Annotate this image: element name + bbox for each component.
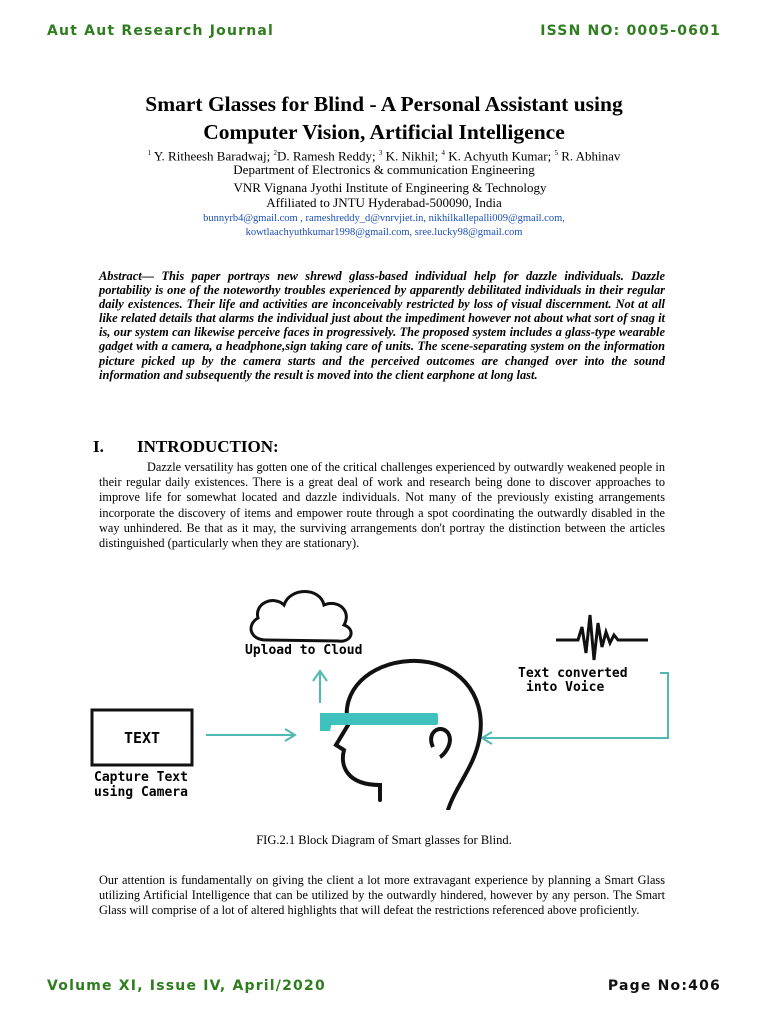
closing-paragraph: Our attention is fundamentally on giving the client a lot more extravagant experience by planning a Smart Glass utilizing Artificial Intelligence that can be utilized by the outwardly hindered, however by any person. The Smart Glass will comprise of a lot of altered highlights that will defeat the restrictions referenced above proficiently. bbox=[99, 873, 665, 918]
section-heading bbox=[93, 437, 279, 457]
author-4-sup: 4 bbox=[441, 149, 446, 157]
figure-caption: FIG.2.1 Block Diagram of Smart glasses for Blind. bbox=[256, 833, 512, 847]
intro-paragraph: Dazzle versatility has gotten one of the critical challenges experienced by outwardly weakened people in their regular daily existences. There is a great deal of work and research being done to discover approaches to improve life for somewhat located and dazzle individuals. Not many of the previously existing arrangements incorporate the discovery of items and empower route through a spot coordinating the outwardly disabled in the way unhindered. Be that as it may, the surviving arrangements don't portray the distinction between the articles distinguished (particularly when they are stationary). bbox=[99, 460, 665, 551]
title-line-1: Smart Glasses for Blind - A Personal Assistant using bbox=[145, 92, 623, 116]
author-4: K. Achyuth Kumar; bbox=[448, 148, 552, 164]
text-box-label: TEXT bbox=[123, 729, 161, 747]
upload-arrow bbox=[313, 671, 327, 703]
title-line-2: Computer Vision, Artificial Intelligence bbox=[203, 120, 565, 144]
author-1-sup: 1 bbox=[147, 149, 152, 157]
capture-label-line-2: using Camera bbox=[94, 785, 188, 800]
voice-label-line-1: Text converted bbox=[518, 666, 628, 681]
waveform-icon bbox=[556, 615, 648, 660]
author-2-sup: 2 bbox=[273, 149, 277, 157]
voice-label-line-2: into Voice bbox=[526, 680, 605, 695]
author-5-sup: 5 bbox=[554, 149, 558, 157]
smart-glasses-icon bbox=[320, 713, 438, 725]
block-diagram-figure bbox=[88, 585, 678, 810]
author-5: R. Abhinav bbox=[561, 148, 621, 164]
capture-label-line-1: Capture Text bbox=[94, 770, 188, 785]
cloud-label: Upload to Cloud bbox=[245, 643, 363, 658]
section-title: INTRODUCTION: bbox=[137, 437, 279, 456]
author-1: Y. Ritheesh Baradwaj; bbox=[153, 148, 271, 164]
email-line-2: kowtlaachyuthkumar1998@gmail.com, sree.lucky98@gmail.com bbox=[245, 227, 523, 238]
issn-number: ISSN NO: 0005-0601 bbox=[540, 23, 721, 39]
block-diagram bbox=[88, 585, 678, 810]
email-line-1: bunnyrb4@gmail.com , rameshreddy_d@vnrvjiet.in, nikhilkallepalli009@gmail.com, bbox=[203, 213, 565, 224]
department: Department of Electronics & communication Engineering bbox=[233, 162, 535, 177]
head-profile-icon bbox=[336, 661, 481, 810]
author-3: K. Nikhil; bbox=[385, 148, 439, 164]
page-number: Page No:406 bbox=[607, 978, 721, 994]
journal-name: Aut Aut Research Journal bbox=[47, 23, 275, 39]
volume-info: Volume XI, Issue IV, April/2020 bbox=[47, 978, 326, 994]
paper-title bbox=[0, 90, 768, 146]
cloud-icon bbox=[251, 592, 351, 642]
capture-arrow bbox=[206, 729, 295, 741]
section-number: I. bbox=[93, 437, 104, 456]
institute: VNR Vignana Jyothi Institute of Engineering & Technology bbox=[233, 180, 547, 195]
ear-icon bbox=[431, 729, 450, 757]
abstract: Abstract— This paper portrays new shrewd glass-based individual help for dazzle individuals. Dazzle portability is one of the noteworthy troubles experienced by apparently debilitated individuals in their regular daily existences. Their life and activities are inconceivably restricted by loss of visual discernment. Not at all like related details that alarms the individual just about the impediment however not about what sort of snag it is, our system can likewise perceive faces in progressively. The proposed system includes a glass-type wearable gadget with a camera, a headphone,sign taking care of units. The scene-separating system on the information picture picked up by the camera starts and the perceived outcomes are changed over into the sound information and subsequently the result is moved into the client earphone at long last. bbox=[99, 269, 665, 382]
author-3-sup: 3 bbox=[378, 149, 383, 157]
affiliation: Affiliated to JNTU Hyderabad-500090, India bbox=[266, 195, 502, 210]
author-2: D. Ramesh Reddy; bbox=[276, 148, 376, 164]
